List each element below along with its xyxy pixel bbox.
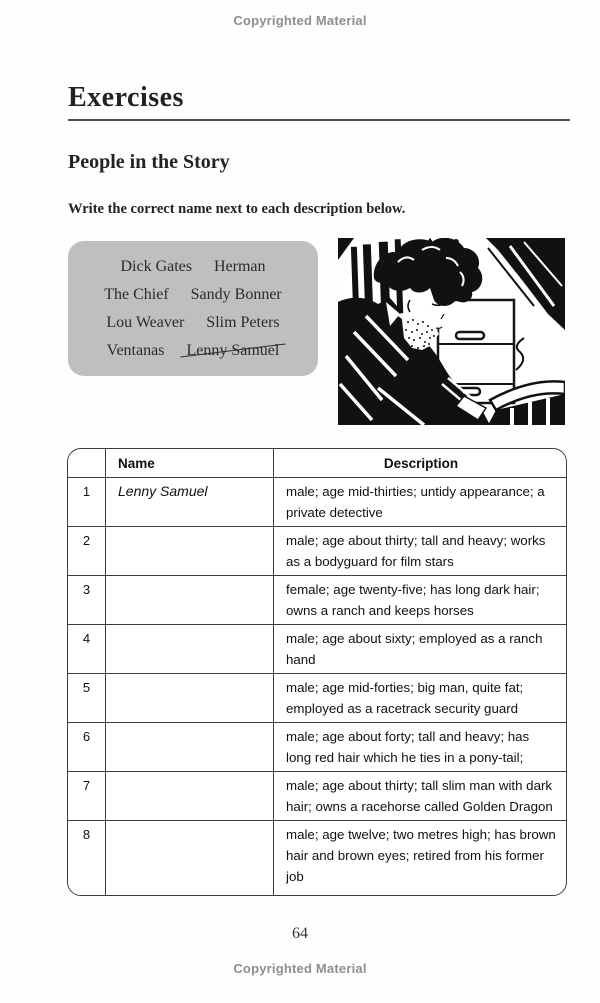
section-title: People in the Story [68,151,230,173]
instruction-text: Write the correct name next to each description below. [68,201,406,217]
row-number: 2 [82,533,91,548]
description-cell: male; age mid-forties; big man, quite fat; employed as a racetrack security guard [273,674,566,722]
header-number-cell [68,449,105,477]
header-name-cell: Name [105,449,273,477]
people-table [67,448,567,896]
row-number: 6 [82,729,91,744]
name-bank [68,241,318,376]
name-answer-cell: Lenny Samuel [105,478,273,526]
name-blank-cell [105,821,273,895]
description-cell: male; age about forty; tall and heavy; has long red hair which he ties in a pony-tail; [273,723,566,771]
name-bank-row [68,256,318,277]
name-bank-row [68,340,318,361]
name-option: Lou Weaver [106,314,185,331]
table-row [68,575,566,624]
table-row [68,673,566,722]
description-cell: male; age about thirty; tall slim man with dark hair; owns a racehorse called Golden Dragon [273,772,566,820]
name-blank-cell [105,576,273,624]
name-blank-cell [105,723,273,771]
name-blank-cell [105,674,273,722]
page-title: Exercises [68,82,184,113]
table-row [68,820,566,895]
name-option: Dick Gates [120,258,192,275]
name-option-struck-out: Lenny Samuel [186,342,280,359]
name-blank-cell [105,527,273,575]
name-blank-cell [105,625,273,673]
name-option: Ventanas [106,342,165,359]
description-cell: male; age twelve; two metres high; has brown hair and brown eyes; retired from his former job [273,821,566,895]
table-row [68,477,566,526]
description-cell: male; age mid-thirties; untidy appearance; a private detective [273,478,566,526]
header-description-cell: Description [273,449,566,477]
page-number: 64 [292,925,308,942]
table-row [68,624,566,673]
story-illustration [338,238,565,425]
copyright-notice-bottom: Copyrighted Material [233,961,367,976]
name-bank-row [68,312,318,333]
name-bank-row [68,284,318,305]
name-option: Herman [214,258,266,275]
name-option: Slim Peters [206,314,280,331]
row-number: 4 [82,631,91,646]
name-option: Sandy Bonner [190,286,282,303]
copyright-notice-top: Copyrighted Material [233,13,367,28]
table-row [68,722,566,771]
row-number: 3 [82,582,91,597]
row-number: 1 [82,484,91,499]
table-header-row [68,449,566,477]
row-number: 7 [82,778,91,793]
description-cell: male; age about sixty; employed as a ranch hand [273,625,566,673]
title-rule [68,119,570,121]
row-number: 8 [82,827,91,842]
table-row [68,771,566,820]
name-option: The Chief [104,286,169,303]
description-cell: female; age twenty-five; has long dark hair; owns a ranch and keeps horses [273,576,566,624]
table-row [68,526,566,575]
name-blank-cell [105,772,273,820]
row-number: 5 [82,680,91,695]
description-cell: male; age about thirty; tall and heavy; works as a bodyguard for film stars [273,527,566,575]
